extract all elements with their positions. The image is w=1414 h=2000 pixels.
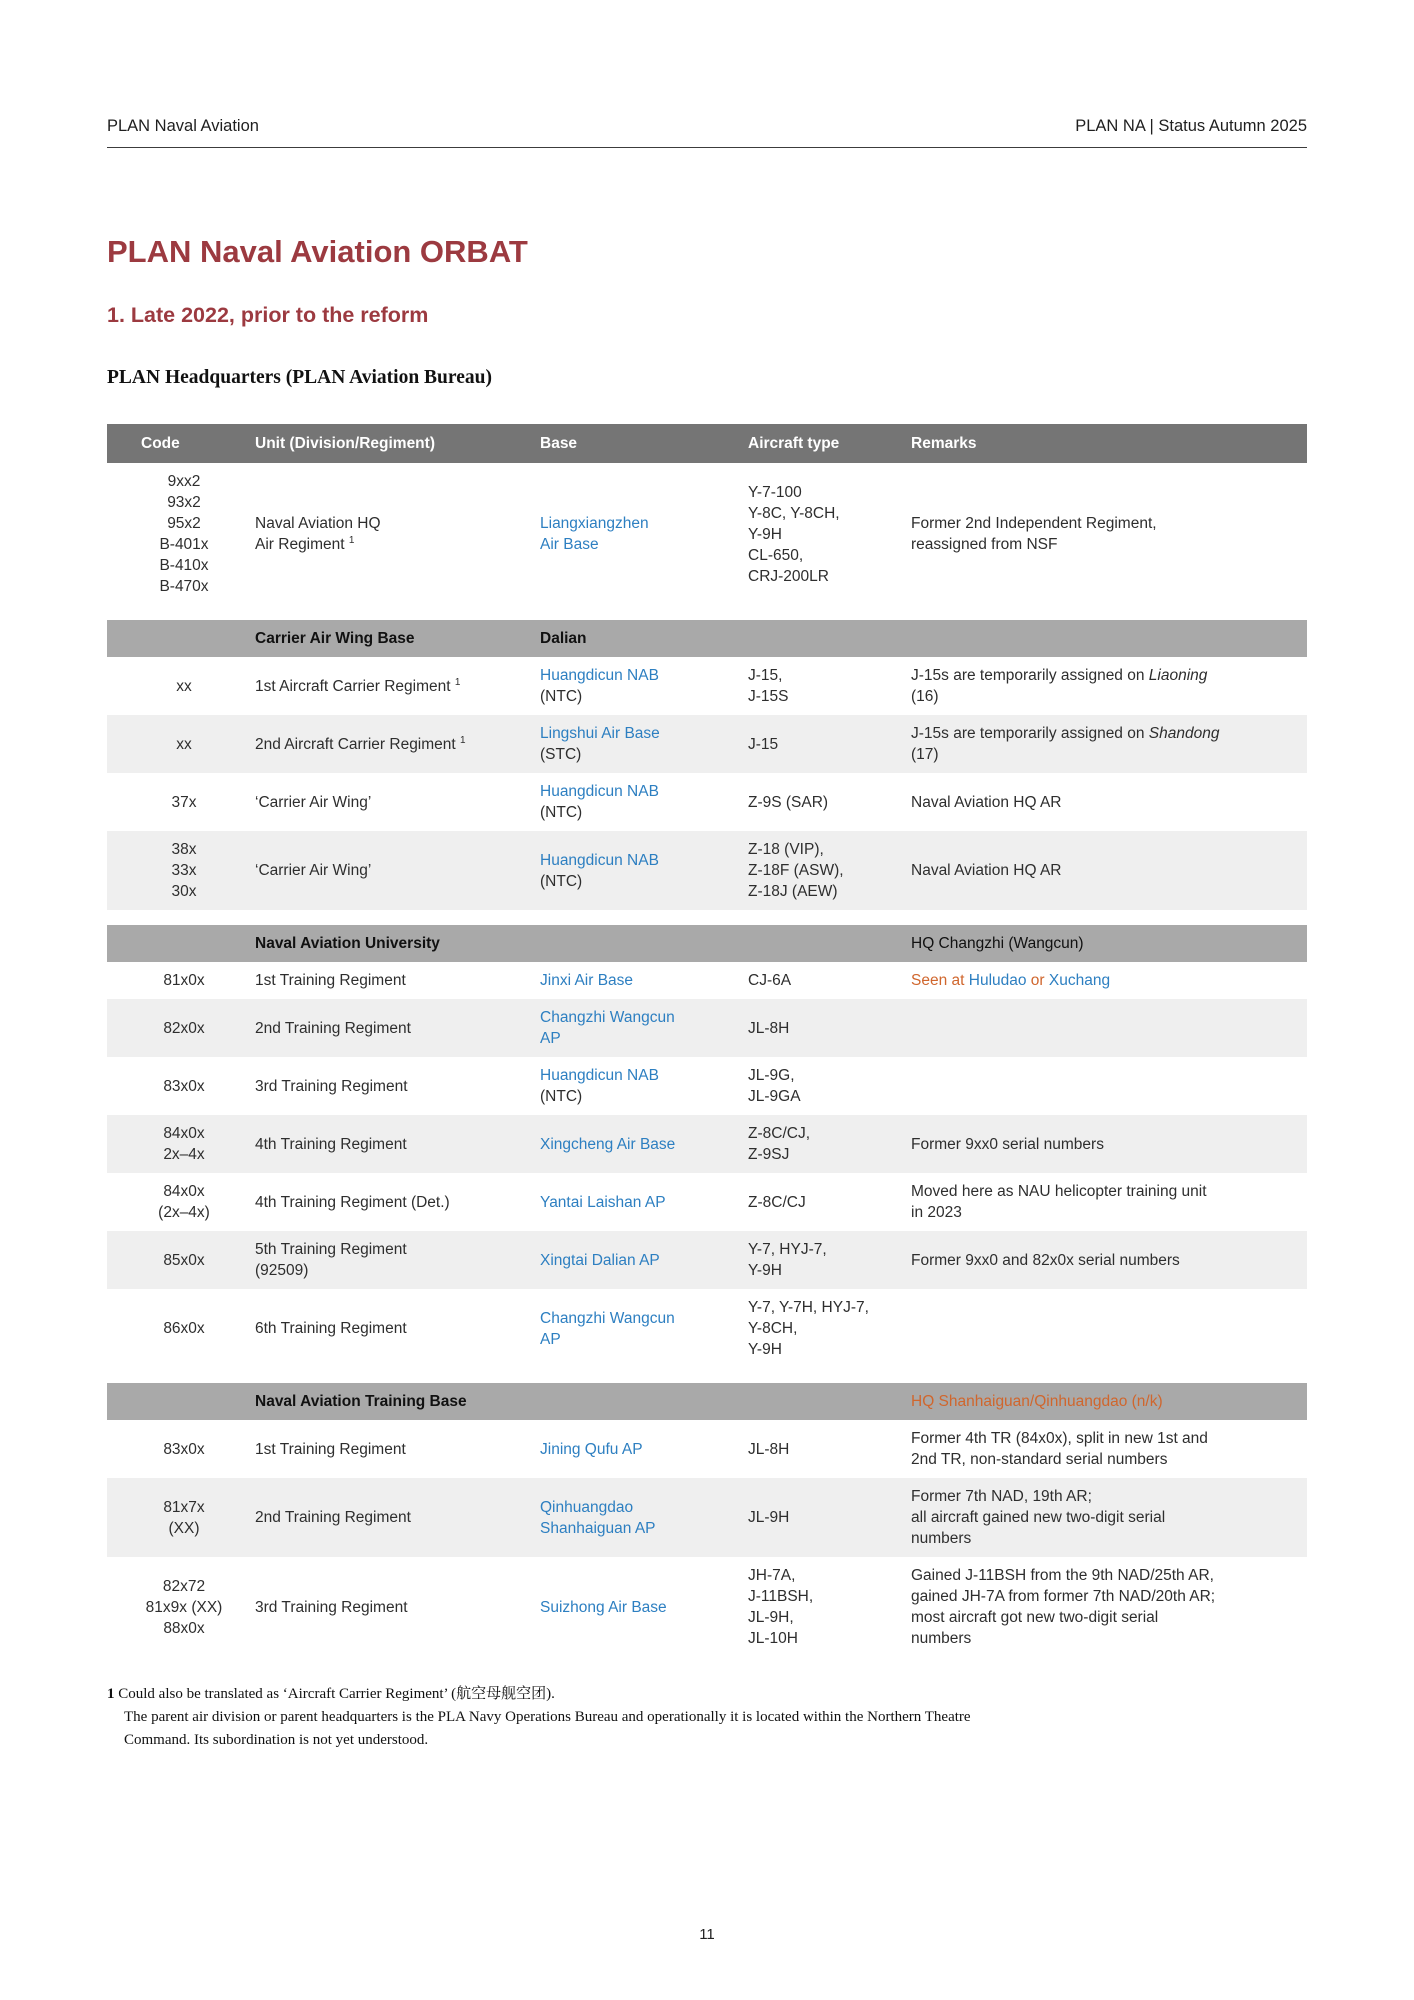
base-cell	[540, 1242, 748, 1279]
base-cell	[540, 505, 748, 563]
section-title: Carrier Air Wing Base	[255, 630, 415, 647]
base-link[interactable]: Jinxi Air Base	[540, 972, 634, 989]
section-remark	[911, 1383, 1307, 1420]
table-row	[107, 1420, 1307, 1478]
base-cell	[540, 1489, 748, 1547]
base-link[interactable]: Yantai Laishan AP	[540, 1193, 666, 1211]
code-cell: 84x0x 2x–4x	[163, 1125, 205, 1163]
unit-cell: 2nd Aircraft Carrier Regiment $^1$	[255, 734, 466, 753]
unit-cell: ‘Carrier Air Wing’	[255, 862, 372, 879]
unit-cell: 3rd Training Regiment	[255, 1598, 408, 1616]
table-row	[107, 1557, 1307, 1657]
base-cell	[540, 1300, 748, 1358]
base-link[interactable]: Changzhi Wangcun AP	[540, 1309, 675, 1348]
remarks-cell: Gained J-11BSH from the 9th NAD/25th AR, gained JH-7A from former 7th NAD/20th AR; most aircraft got new two-digit serial numbers	[911, 1567, 1216, 1647]
unit-cell: 3rd Training Regiment	[255, 1077, 408, 1095]
footnote-text-2: The parent air division or parent headquarters is the PLA Navy Operations Bureau and operationally it is located within the Northern Theatre	[124, 1709, 971, 1725]
code-cell: 82x72 81x9x (XX) 88x0x	[145, 1577, 223, 1637]
remarks-cell	[911, 1078, 1307, 1094]
base-link[interactable]: Suizhong Air Base	[540, 1598, 667, 1616]
aircraft-cell: CJ-6A	[748, 972, 792, 989]
place-link[interactable]: Huludao	[968, 972, 1027, 989]
base-suffix: (STC)	[540, 746, 582, 763]
place-link[interactable]: Xuchang	[1048, 972, 1111, 989]
code-cell: 81x0x	[163, 972, 205, 989]
unit-cell: Naval Aviation HQ Air Regiment $^1$	[255, 515, 381, 553]
footnote-marker: 1	[107, 1686, 115, 1702]
section-aircraft-cell	[748, 936, 911, 952]
aircraft-cell: J-15	[748, 735, 779, 753]
aircraft-cell: Z-18 (VIP), Z-18F (ASW), Z-18J (AEW)	[748, 841, 844, 900]
code-cell: 86x0x	[163, 1320, 205, 1337]
column-header: Aircraft type	[748, 435, 840, 452]
aircraft-cell: Z-8C/CJ, Z-9SJ	[748, 1125, 810, 1163]
section-header-row	[107, 620, 1307, 657]
aircraft-cell: JL-9H	[748, 1509, 790, 1526]
table-row	[107, 657, 1307, 715]
unit-cell: 4th Training Regiment	[255, 1135, 407, 1153]
base-cell	[540, 657, 748, 715]
remarks-cell: J-15s are temporarily assigned on Liaoning (16)	[911, 667, 1208, 705]
section-title: Naval Aviation Training Base	[255, 1393, 467, 1410]
section-base	[540, 936, 748, 952]
table-row	[107, 1115, 1307, 1173]
aircraft-cell: JH-7A, J-11BSH, JL-9H, JL-10H	[748, 1567, 814, 1647]
base-cell	[540, 962, 748, 999]
aircraft-cell: Y-7-100 Y-8C, Y-8CH, Y-9H CL-650, CRJ-200LR	[748, 483, 840, 585]
unit-cell: 4th Training Regiment (Det.)	[255, 1193, 450, 1211]
table-row	[107, 1289, 1307, 1368]
remarks-cell: Former 9xx0 serial numbers	[911, 1135, 1104, 1153]
page-number: 11	[699, 1926, 715, 1943]
base-link[interactable]: Huangdicun NAB	[540, 851, 659, 869]
base-link[interactable]: Xingtai Dalian AP	[540, 1251, 660, 1269]
base-link[interactable]: Huangdicun NAB	[540, 667, 659, 684]
code-cell: 9xx2 93x2 95x2 B-401x B-410x B-470x	[159, 473, 209, 595]
unit-cell: 6th Training Regiment	[255, 1320, 407, 1337]
code-cell: 85x0x	[163, 1251, 205, 1269]
code-cell: 82x0x	[163, 1019, 205, 1037]
unit-cell: 5th Training Regiment (92509)	[255, 1241, 407, 1279]
aircraft-cell: Y-7, HYJ-7, Y-9H	[748, 1241, 827, 1279]
section-aircraft-cell	[748, 631, 911, 647]
footnote-line-1	[107, 1683, 1307, 1706]
code-cell: 84x0x (2x–4x)	[158, 1183, 210, 1221]
base-cell	[540, 842, 748, 900]
remarks-cell	[911, 1020, 1307, 1036]
aircraft-cell: JL-8H	[748, 1019, 790, 1037]
running-header-left: PLAN Naval Aviation	[107, 117, 259, 135]
table-header-row	[107, 424, 1307, 463]
aircraft-cell: Y-7, Y-7H, HYJ-7, Y-8CH, Y-9H	[748, 1299, 869, 1358]
section-aircraft-cell	[748, 1394, 911, 1410]
footnote-ref: 1	[454, 676, 461, 688]
ship-name: Shandong	[1148, 725, 1220, 742]
code-cell: xx	[176, 735, 192, 753]
remarks-cell: Former 9xx0 and 82x0x serial numbers	[911, 1251, 1180, 1269]
code-cell: 81x7x (XX)	[163, 1498, 205, 1537]
column-header: Code	[141, 435, 180, 452]
footnote-ref: 1	[460, 734, 466, 746]
base-suffix: (NTC)	[540, 688, 583, 705]
remarks-cell: Naval Aviation HQ AR	[911, 793, 1062, 811]
page-content	[107, 0, 1307, 1752]
section-base	[540, 1394, 748, 1410]
footnote-text-1: Could also be translated as ‘Aircraft Carrier Regiment’ (航空母舰空团).	[118, 1686, 555, 1702]
column-header: Base	[540, 435, 578, 452]
column-header: Unit (Division/Regiment)	[255, 435, 435, 452]
footnote-text-3: Command. Its subordination is not yet understood.	[124, 1732, 429, 1748]
note-text: or	[1026, 972, 1049, 989]
running-header-right: PLAN NA | Status Autumn 2025	[1075, 117, 1307, 135]
base-link[interactable]: Jining Qufu AP	[540, 1440, 643, 1458]
ship-name: Liaoning	[1148, 667, 1208, 684]
base-link[interactable]: Huangdicun NAB	[540, 783, 659, 800]
unit-cell: 1st Training Regiment	[255, 1440, 406, 1458]
base-cell	[540, 1126, 748, 1163]
code-cell: 83x0x	[163, 1077, 205, 1095]
section-title: Naval Aviation University	[255, 935, 440, 952]
aircraft-cell: JL-8H	[748, 1440, 790, 1458]
section-heading: PLAN Headquarters (PLAN Aviation Bureau)	[107, 367, 492, 388]
base-link[interactable]: Liangxiangzhen Air Base	[540, 515, 649, 553]
base-cell	[540, 999, 748, 1057]
section-base: Dalian	[540, 630, 587, 647]
base-link[interactable]: Qinhuangdao Shanhaiguan AP	[540, 1498, 656, 1537]
base-suffix: (NTC)	[540, 1088, 583, 1105]
remarks-cell: Moved here as NAU helicopter training unit in 2023	[911, 1183, 1207, 1221]
section-code-cell	[107, 631, 255, 647]
footnote	[107, 1683, 1307, 1752]
section-remark	[911, 631, 1307, 647]
orbat-table	[107, 424, 1307, 1657]
table-row	[107, 463, 1307, 605]
table-row	[107, 715, 1307, 773]
unit-cell: 1st Aircraft Carrier Regiment $^1$	[255, 676, 461, 695]
unit-cell: ‘Carrier Air Wing’	[255, 793, 372, 811]
remarks-cell: J-15s are temporarily assigned on Shandong (17)	[911, 725, 1220, 763]
table-row	[107, 1478, 1307, 1557]
remarks-cell: Former 2nd Independent Regiment, reassigned from NSF	[911, 515, 1157, 553]
base-suffix: (NTC)	[540, 872, 583, 890]
footnote-continuation	[124, 1706, 1307, 1752]
table-row	[107, 962, 1307, 999]
base-cell	[540, 1431, 748, 1468]
table-row	[107, 831, 1307, 910]
remarks-cell: Former 4th TR (84x0x), split in new 1st and 2nd TR, non-standard serial numbers	[911, 1430, 1208, 1468]
note-text: Seen at	[911, 972, 969, 989]
page-title: PLAN Naval Aviation ORBAT	[107, 234, 528, 269]
note-text: HQ Shanhaiguan/Qinhuangdao (n/k)	[911, 1393, 1163, 1410]
code-cell: 83x0x	[163, 1440, 205, 1458]
table-row	[107, 1057, 1307, 1115]
code-cell: 38x 33x 30x	[171, 841, 197, 900]
remarks-cell	[911, 962, 1307, 999]
page-subtitle: 1. Late 2022, prior to the reform	[107, 303, 429, 327]
section-header-row	[107, 925, 1307, 962]
table-row	[107, 1231, 1307, 1289]
base-cell	[540, 1589, 748, 1626]
base-link[interactable]: Xingcheng Air Base	[540, 1135, 676, 1153]
footnote-ref: 1	[348, 534, 355, 546]
table-row	[107, 1173, 1307, 1231]
section-code-cell	[107, 936, 255, 952]
base-link[interactable]: Changzhi Wangcun AP	[540, 1009, 675, 1047]
base-cell	[540, 715, 748, 773]
section-remark: HQ Changzhi (Wangcun)	[911, 935, 1084, 952]
base-cell	[540, 773, 748, 831]
aircraft-cell: J-15, J-15S	[748, 667, 789, 705]
remarks-cell: Naval Aviation HQ AR	[911, 862, 1062, 879]
remarks-cell: Former 7th NAD, 19th AR; all aircraft gained new two-digit serial numbers	[911, 1488, 1166, 1547]
remarks-cell	[911, 1321, 1307, 1337]
unit-cell: 2nd Training Regiment	[255, 1509, 411, 1526]
page-header	[107, 0, 1307, 148]
section-header-row	[107, 1383, 1307, 1420]
table-row	[107, 999, 1307, 1057]
aircraft-cell: Z-8C/CJ	[748, 1193, 806, 1211]
code-cell: 37x	[171, 793, 197, 811]
table-row	[107, 773, 1307, 831]
aircraft-cell: Z-9S (SAR)	[748, 793, 829, 811]
aircraft-cell: JL-9G, JL-9GA	[748, 1067, 801, 1105]
code-cell: xx	[176, 677, 192, 695]
unit-cell: 2nd Training Regiment	[255, 1019, 411, 1037]
base-cell	[540, 1057, 748, 1115]
column-header: Remarks	[911, 435, 977, 452]
unit-cell: 1st Training Regiment	[255, 972, 406, 989]
base-cell	[540, 1184, 748, 1221]
base-link[interactable]: Huangdicun NAB	[540, 1067, 659, 1084]
base-link[interactable]: Lingshui Air Base	[540, 725, 660, 742]
section-code-cell	[107, 1394, 255, 1410]
base-suffix: (NTC)	[540, 804, 583, 821]
